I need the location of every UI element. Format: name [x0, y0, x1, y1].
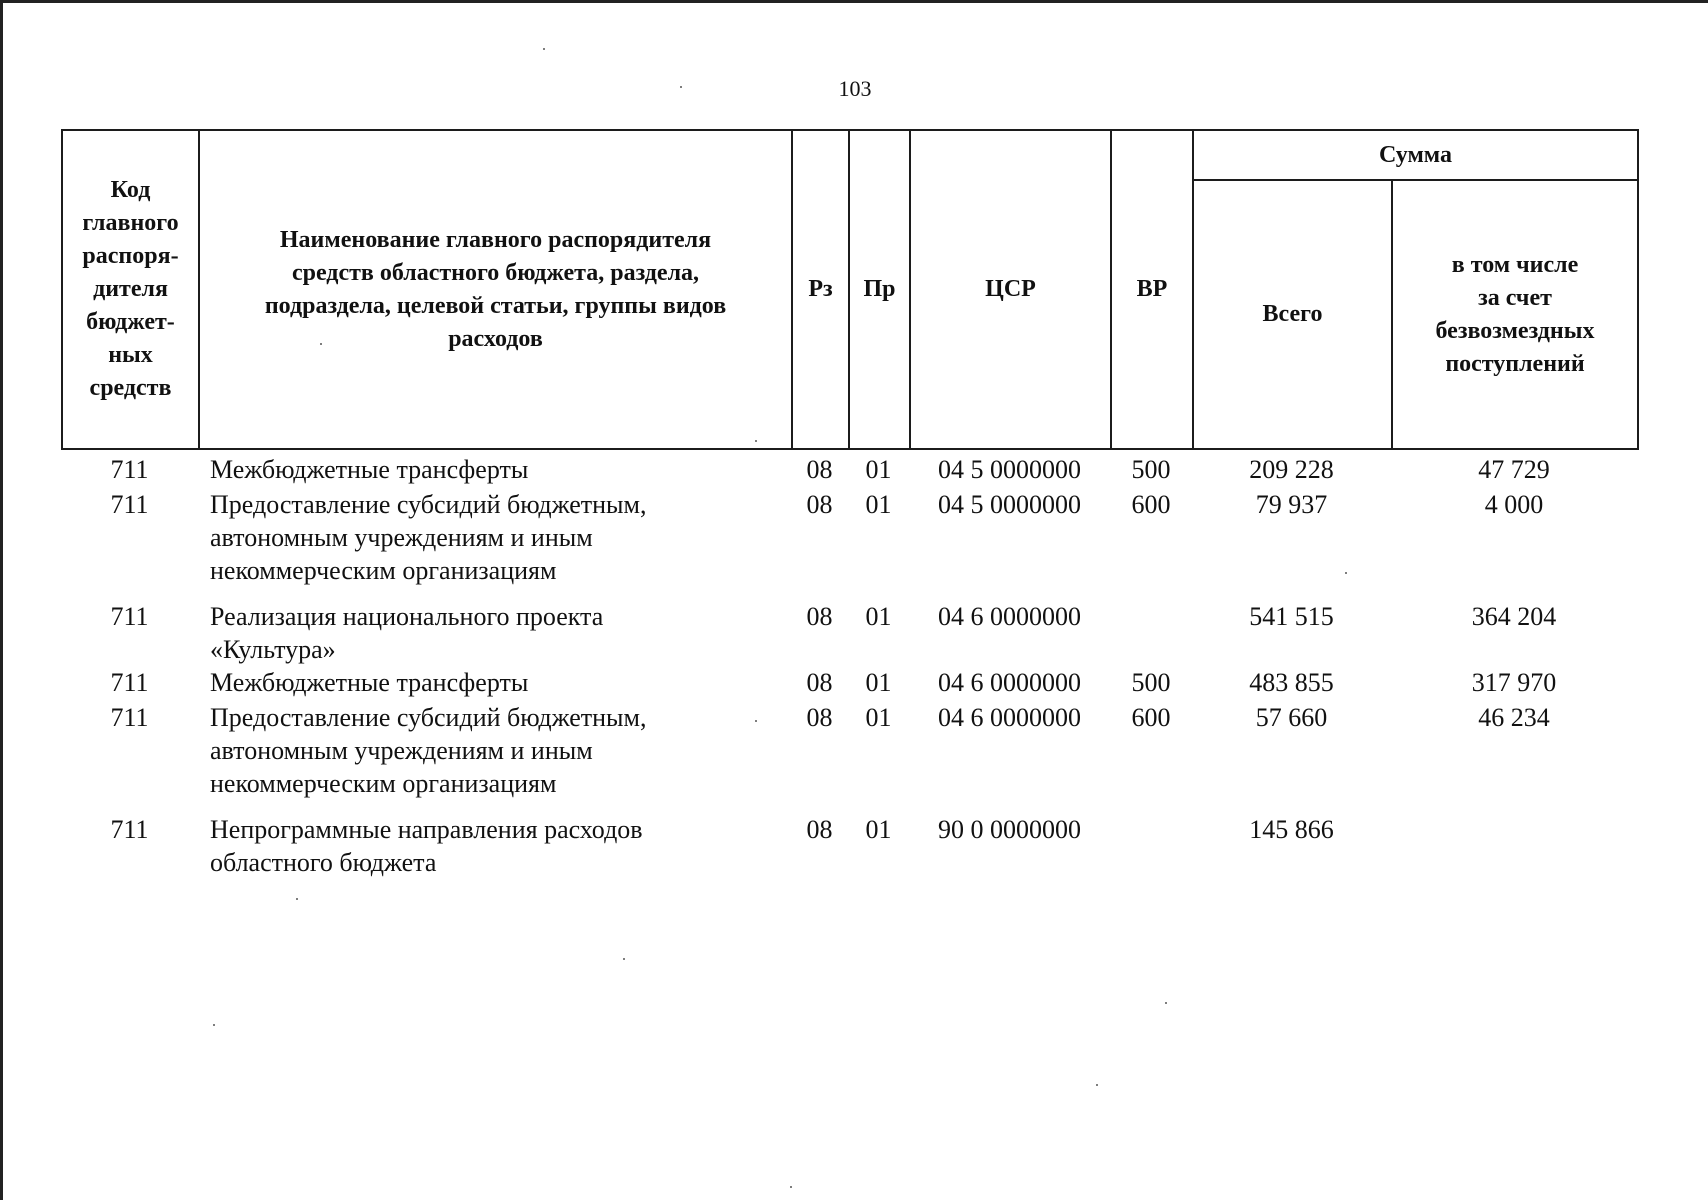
cell-csr: 04 6 0000000	[938, 703, 1081, 732]
cell-csr: 04 5 0000000	[938, 455, 1081, 484]
cell-rz: 08	[806, 602, 833, 631]
cell-kod: 711	[110, 455, 149, 484]
cell-csr: 90 0 0000000	[938, 815, 1081, 844]
cell-pr: 01	[865, 455, 892, 484]
table-body	[61, 450, 1637, 877]
scan-speck	[790, 1186, 792, 1188]
page-border-top	[0, 0, 1708, 3]
page-border-left	[0, 0, 3, 1200]
scan-speck	[296, 898, 298, 900]
header-rz: Рз	[792, 130, 849, 449]
scan-speck	[623, 958, 625, 960]
table-row	[61, 453, 1637, 486]
cell-total: 79 937	[1255, 490, 1328, 519]
cell-kod: 711	[110, 815, 149, 844]
cell-free: 364 204	[1471, 602, 1557, 631]
cell-total: 209 228	[1249, 455, 1334, 484]
table-header	[61, 129, 1639, 450]
cell-total: 57 660	[1255, 703, 1328, 732]
table-row	[61, 600, 1637, 666]
cell-name: Непрограммные направления расходов областного бюджета	[210, 815, 643, 877]
cell-vr: 600	[1131, 703, 1171, 732]
cell-pr: 01	[865, 703, 892, 732]
cell-rz: 08	[806, 703, 833, 732]
cell-pr: 01	[865, 602, 892, 631]
header-csr: ЦСР	[910, 130, 1111, 449]
cell-vr: 500	[1131, 668, 1171, 697]
cell-pr: 01	[865, 490, 892, 519]
table-row	[61, 666, 1637, 699]
cell-name: Межбюджетные трансферты	[210, 455, 529, 484]
cell-rz: 08	[806, 668, 833, 697]
scan-speck	[1096, 1084, 1098, 1086]
cell-vr	[1110, 600, 1192, 666]
cell-pr: 01	[865, 668, 892, 697]
scan-speck	[213, 1024, 215, 1026]
cell-free: 4 000	[1484, 490, 1544, 519]
cell-kod: 711	[110, 490, 149, 519]
cell-free: 317 970	[1471, 668, 1557, 697]
table-row	[61, 488, 1637, 587]
header-sum: Сумма	[1193, 130, 1638, 180]
cell-rz: 08	[806, 815, 833, 844]
cell-pr: 01	[865, 815, 892, 844]
header-vr: ВР	[1111, 130, 1193, 449]
cell-kod: 711	[110, 602, 149, 631]
cell-csr: 04 6 0000000	[938, 602, 1081, 631]
cell-free	[1391, 813, 1637, 879]
cell-free: 47 729	[1478, 455, 1550, 484]
header-total: Всего	[1193, 180, 1392, 449]
cell-free: 46 234	[1478, 703, 1550, 732]
cell-total: 541 515	[1249, 602, 1334, 631]
page-number: 103	[838, 76, 872, 101]
cell-name: Предоставление субсидий бюджетным, автономным учреждениям и иным некоммерческим организациям	[210, 703, 647, 798]
cell-total: 483 855	[1249, 668, 1334, 697]
cell-name: Реализация национального проекта «Культура»	[210, 602, 604, 664]
header-name: Наименование главного распорядителя средств областного бюджета, раздела, подраздела, целевой статьи, группы видов расходов	[199, 130, 792, 449]
scan-speck	[1165, 1002, 1167, 1004]
cell-total: 145 866	[1249, 815, 1334, 844]
cell-kod: 711	[110, 703, 149, 732]
cell-rz: 08	[806, 490, 833, 519]
scan-speck	[680, 86, 682, 88]
scan-speck	[543, 48, 545, 50]
cell-csr: 04 6 0000000	[938, 668, 1081, 697]
cell-name: Межбюджетные трансферты	[210, 668, 529, 697]
header-free: в том числе за счет безвозмездных поступлений	[1392, 180, 1638, 449]
cell-name: Предоставление субсидий бюджетным, автономным учреждениям и иным некоммерческим организациям	[210, 490, 647, 585]
header-kod: Код главного распоря- дителя бюджет- ных средств	[62, 130, 199, 449]
table-row	[61, 701, 1637, 800]
cell-rz: 08	[806, 455, 833, 484]
cell-vr	[1110, 813, 1192, 879]
cell-vr: 600	[1131, 490, 1171, 519]
cell-csr: 04 5 0000000	[938, 490, 1081, 519]
header-pr: Пр	[849, 130, 910, 449]
cell-vr: 500	[1131, 455, 1171, 484]
cell-kod: 711	[110, 668, 149, 697]
table-row	[61, 813, 1637, 879]
